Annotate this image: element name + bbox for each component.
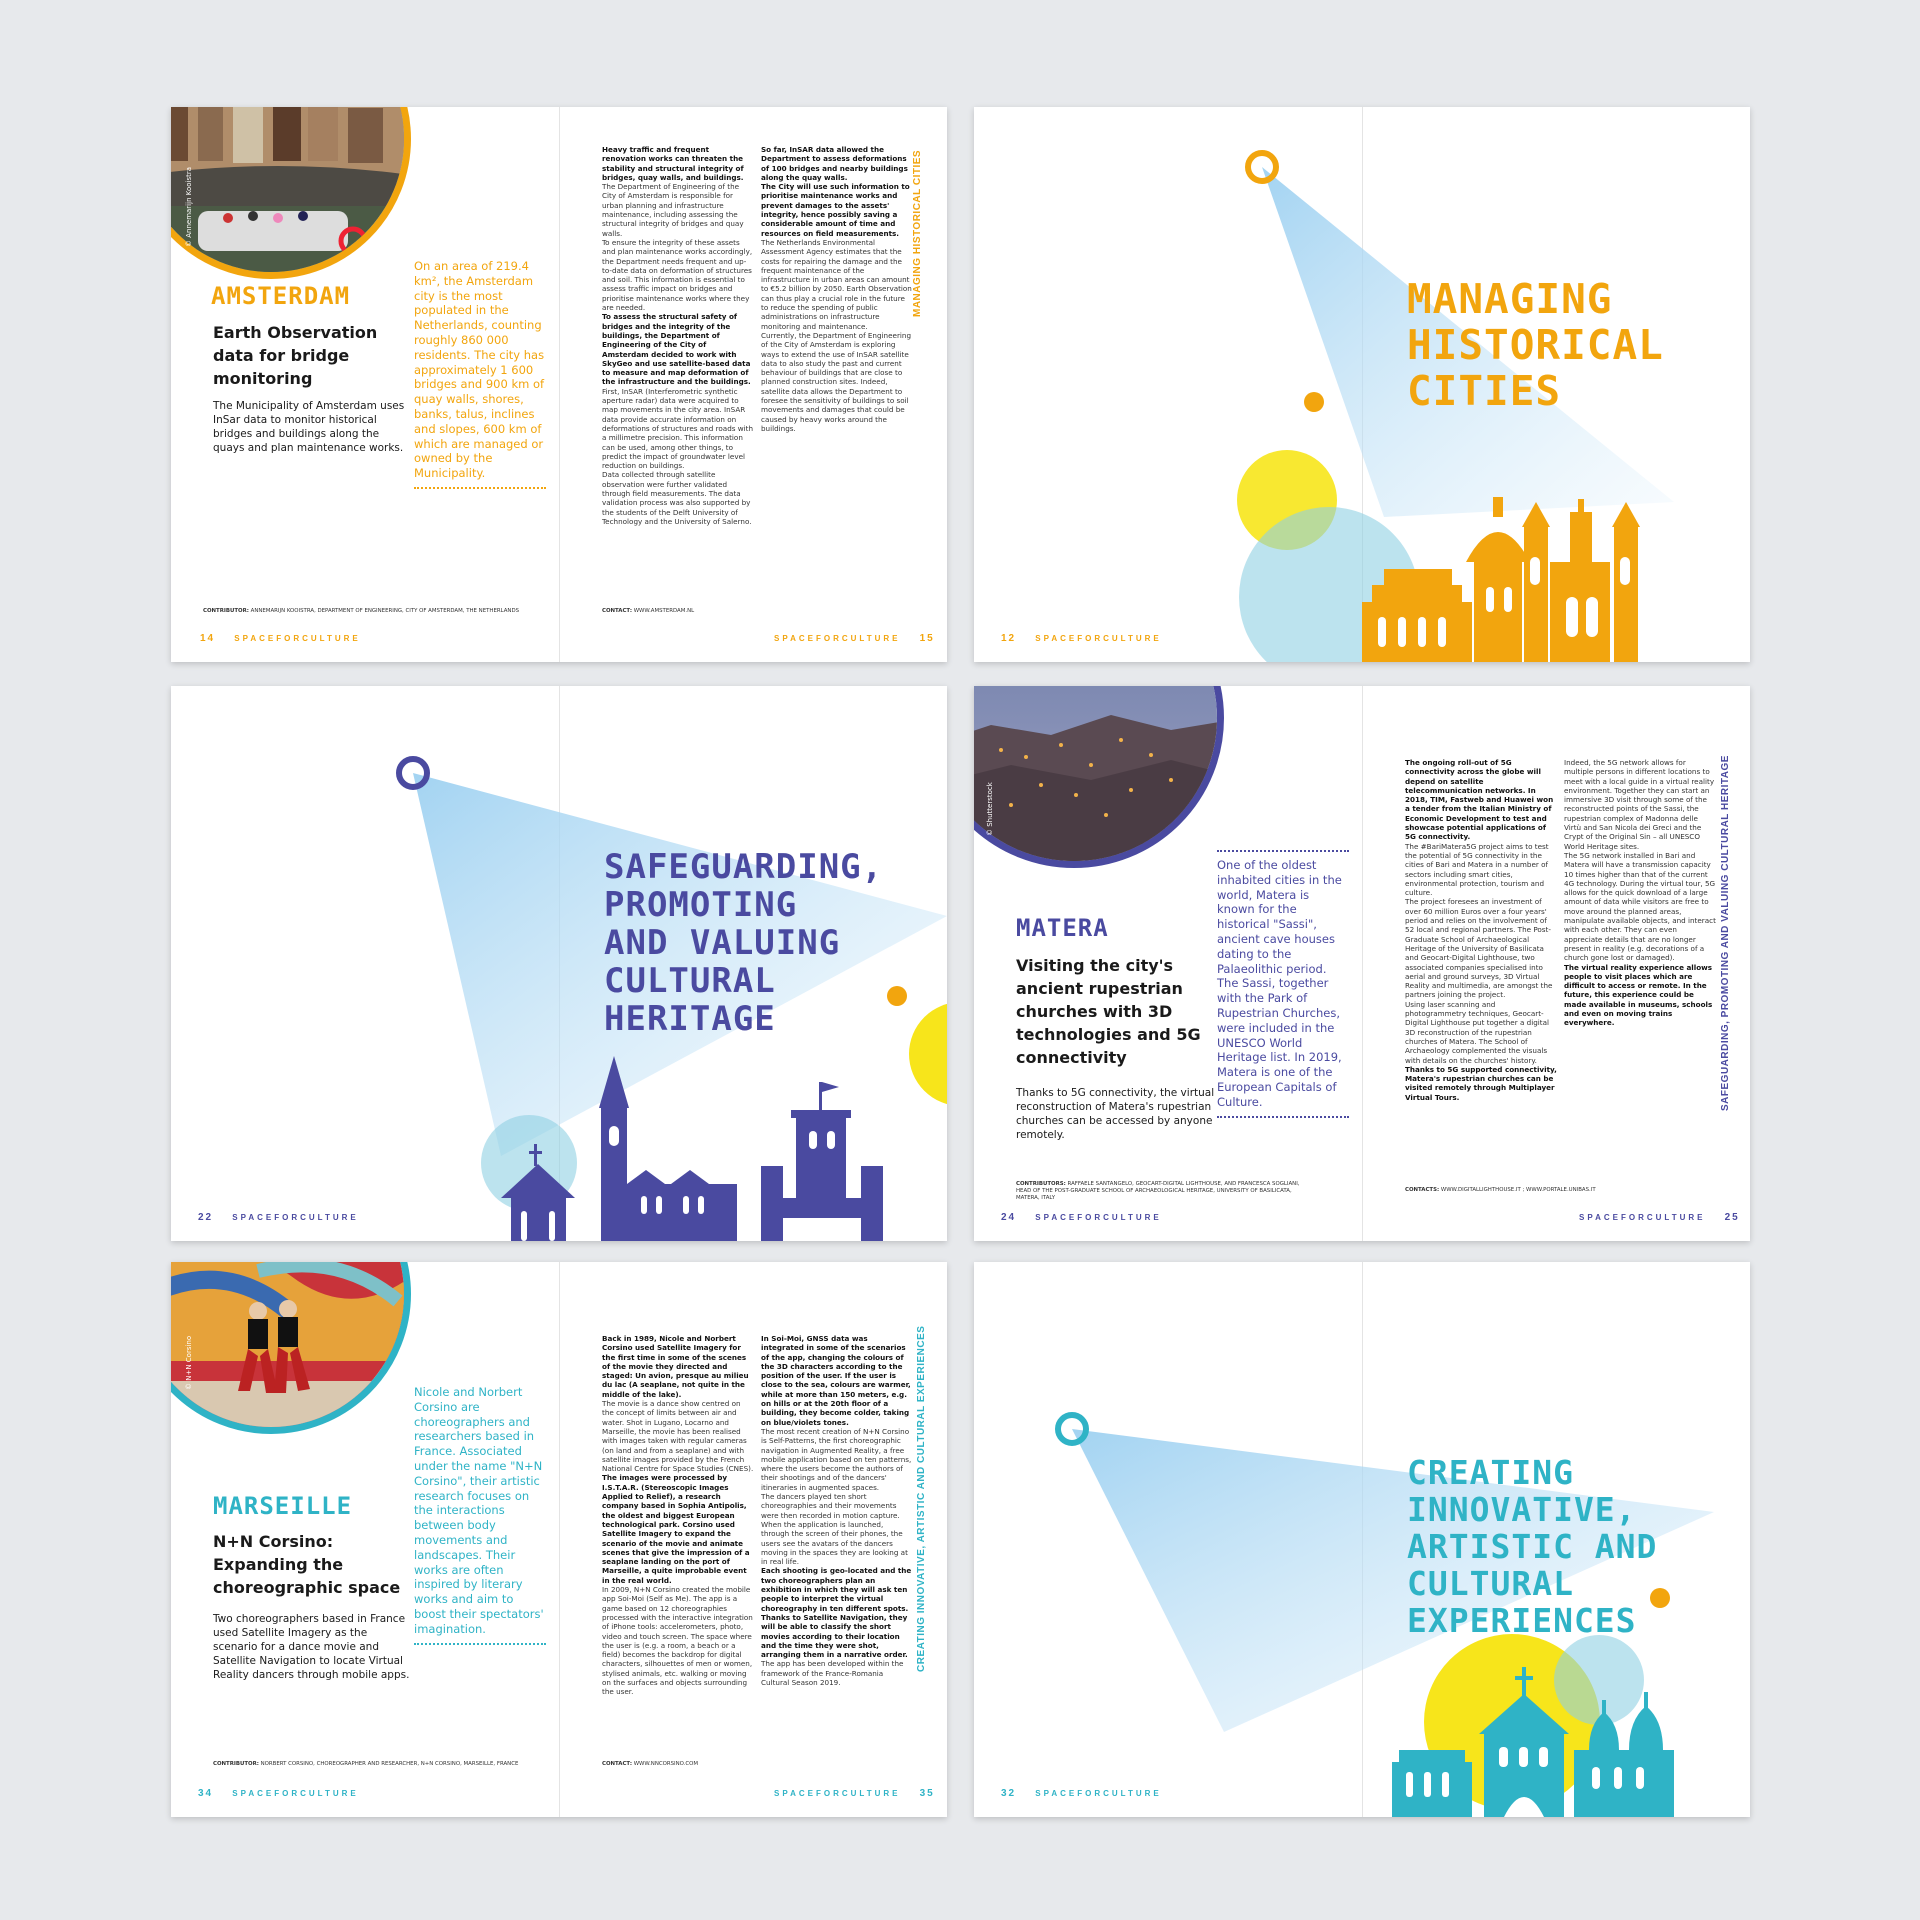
contributor-line: CONTRIBUTORS: RAFFAELE SANTANGELO, GEOCART-DIGITAL LIGHTHOUSE, AND FRANCESCA SOGLIANI, HEAD OF THE POST-GRADUATE SCHOOL OF ARCHAEOLOGICAL HERITAGE, UNIVERSITY OF BASILICATA, MATERA, ITALY <box>1016 1181 1300 1201</box>
article-subtitle: N+N Corsino: Expanding the choreographic space <box>213 1532 401 1597</box>
contact-line: CONTACT: WWW.AMSTERDAM.NL <box>602 608 695 614</box>
page-footer-right <box>774 633 935 644</box>
title-line: SAFEGUARDING, <box>604 847 884 887</box>
marseille-photo <box>171 1262 411 1434</box>
article-subtitle: Earth Observation data for bridge monitoring <box>213 323 378 388</box>
matera-photo <box>974 686 1224 868</box>
section-side-label: CREATING INNOVATIVE, ARTISTIC AND CULTURAL EXPERIENCES <box>916 1325 927 1672</box>
section-title <box>1407 1455 1657 1640</box>
page-number: 32 <box>1001 1788 1017 1799</box>
title-line: PROMOTING <box>604 885 798 926</box>
spread-marseille <box>171 1262 947 1817</box>
brand-footer: SPACEFORCULTURE <box>232 1213 359 1222</box>
amsterdam-photo <box>171 107 411 279</box>
page-number: 22 <box>198 1212 214 1223</box>
page-footer-left <box>1001 1212 1162 1223</box>
page-number: 35 <box>919 1788 935 1799</box>
brand-footer: SPACEFORCULTURE <box>1579 1213 1706 1222</box>
page-number: 12 <box>1001 633 1017 644</box>
brand-footer: SPACEFORCULTURE <box>774 1789 901 1798</box>
spread-amsterdam <box>171 107 947 662</box>
matera-sassi-image <box>974 686 1224 868</box>
page-footer-right <box>1579 1212 1740 1223</box>
yellow-circle <box>909 1002 947 1106</box>
title-line: HISTORICAL <box>1407 320 1664 369</box>
page-footer-left <box>200 633 361 644</box>
title-line: CULTURAL <box>1407 1563 1574 1603</box>
city-title: AMSTERDAM <box>211 282 351 310</box>
section-side-label: MANAGING HISTORICAL CITIES <box>912 149 923 317</box>
contact-line: CONTACT: WWW.NNCORSINO.COM <box>602 1761 699 1767</box>
title-line: CREATING <box>1407 1453 1574 1492</box>
small-orange-dot <box>887 986 907 1006</box>
photo-credit: © Annemarijn Kooistra <box>185 166 193 247</box>
dancers-mural-image <box>171 1262 411 1434</box>
page-footer-right <box>774 1788 935 1799</box>
title-line: HERITAGE <box>604 999 776 1040</box>
section-title <box>604 848 883 1038</box>
brand-footer: SPACEFORCULTURE <box>234 634 361 643</box>
pull-quote-text: One of the oldest inhabited cities in the world, Matera is known for the historical "Sassi", ancient cave houses dating to the Palaeolithic period. The Sassi, together with the Park of Rupestrian Churches, were included in the UNESCO World Heritage list. In 2019, Matera is one of the European Capitals of Culture. <box>1217 858 1342 1109</box>
page-footer-left <box>1001 1788 1162 1799</box>
page-fold <box>559 1262 560 1817</box>
brand-footer: SPACEFORCULTURE <box>774 634 901 643</box>
title-line: MANAGING <box>1407 275 1613 323</box>
title-line: EXPERIENCES <box>1407 1600 1637 1640</box>
photo-credit: © Shutterstock <box>986 782 994 836</box>
page-number: 24 <box>1001 1212 1017 1223</box>
city-title: MATERA <box>1016 914 1109 942</box>
text-column-2: So far, InSAR data allowed the Department to assess deformations of 100 bridges and nearby buildings along the quay walls. The City will use such information to prioritise maintenance works and prevent damages to the assets' integrity, hence possibly saving a considerable amount of time and resources on field measurements. The Netherlands Environmental Assessment Agency estimates that the costs for repairing the damage and the frequent maintenance of the infrastructure in urban areas can amount to €5.2 billion by 2050. Earth Observation can thus play a crucial role in the future to reduce the spending of public administrations on infrastructure monitoring and maintenance. Currently, the Department of Engineering of the City of Amsterdam is exploring ways to extend the use of InSAR satellite data to also study the past and current behaviour of buildings that are close to planned construction sites. Indeed, satellite data allows the Department to foresee the sensitivity of buildings to soil movements and damages that could be caused by heavy works around the buildings. <box>761 145 912 433</box>
spread-creating <box>974 1262 1750 1817</box>
text-column-1: Heavy traffic and frequent renovation works can threaten the stability and structural integrity of bridges, quay walls, and buildings. The Department of Engineering of the City of Amsterdam is responsible for urban planning and infrastructure maintenance, including assessing the structural integrity of bridges and quay walls. To ensure the integrity of these assets and plan maintenance works accordingly, the Department needs frequent and up-to-date data on deformation of structures and soil. This information is essential to assess traffic impact on bridges and prioritise maintenance works where they are needed. To assess the structural safety of bridges and the integrity of the buildings, the Department of Engineering of the City of Amsterdam decided to work with SkyGeo and use satellite-based data to measure and map deformation of the infrastructure and the buildings. First, InSAR (Interferometric synthetic aperture radar) data were acquired to map movements in the city area. InSAR data provide accurate information on deformations of structures and roads with a millimetre precision. This information can be used, among other things, to predict the impact of groundwater level reduction on buildings. Data collected through satellite observation were further validated through field measurements. The data validation process was also supported by the students of the Delft University of Technology and the University of Salerno. <box>602 145 754 526</box>
pull-quote: Nicole and Norbert Corsino are choreographers and researchers based in France. Associated under the name "N+N Corsino", their artistic research focuses on the interactions between body movements and landscapes. Their works are often inspired by literary works and aim to boost their spectators' imagination. <box>414 1385 546 1645</box>
title-line: INNOVATIVE, <box>1407 1489 1637 1529</box>
page-fold <box>559 107 560 662</box>
page-number: 34 <box>198 1788 214 1799</box>
title-line: CULTURAL <box>604 961 776 1002</box>
page-number: 14 <box>200 633 216 644</box>
text-column-1: The ongoing roll-out of 5G connectivity across the globe will depend on satellite telecommunication networks. In 2018, TIM, Fastweb and Huawei won a tender from the Italian Ministry of Economic Development to test and showcase potential applications of 5G connectivity. The #BariMatera5G project aims to test the potential of 5G connectivity in the cities of Bari and Matera in a number of sectors including smart cities, environmental protection, tourism and culture. The project foresees an investment of over 60 million Euros over a four years' period and relies on the involvement of 52 local and regional partners. The Post-Graduate School of Archaeological Heritage of the University of Basilicata and Geocart-Digital Lighthouse, two associated companies specialised into aerial and ground surveys, 3D Virtual Reality and multimedia, are amongst the partners joining the project. Using laser scanning and photogrammetry techniques, Geocart-Digital Lighthouse put together a digital 3D reconstruction of the rupestrian churches of Matera. The School of Archaeology complemented the visuals with details on the churches' history. Thanks to 5G supported connectivity, Matera's rupestrian churches can be visited remotely through Multiplayer Virtual Tours. <box>1405 758 1557 1102</box>
photo-credit: © N+N Corsino <box>185 1335 193 1390</box>
spread-safeguarding <box>171 686 947 1241</box>
page-number: 25 <box>1724 1212 1740 1223</box>
article-subtitle: Visiting the city's ancient rupestrian churches with 3D technologies and 5G connectivity <box>1016 956 1201 1067</box>
article-intro: Thanks to 5G connectivity, the virtual reconstruction of Matera's rupestrian churches can be accessed by anyone remotely. <box>1016 1087 1215 1141</box>
text-column-1: Back in 1989, Nicole and Norbert Corsino used Satellite Imagery for the first time in some of the scenes of the movie they directed and staged: Un avion, presque au milieu du lac (A seaplane, not quite in the middle of the lake). The movie is a dance show centred on the concept of limits between air and water. Shot in Lugano, Locarno and Marseille, the movie has been realised with images taken with regular cameras (on land and from a seaplane) and with satellite images provided by the French National Centre for Space Studies (CNES). The images were processed by I.S.T.A.R. (Stereoscopic Images Applied to Relief), a research company based in Sophia Antipolis, the oldest and biggest European technological park. Corsino used Satellite Imagery to expand the scenario of the movie and animate scenes that give the impression of a seaplane landing on the port of Marseille, a quite improbable event in the real world. In 2009, N+N Corsino created the mobile app Soi-Moi (Self as Me). The app is a game based on 12 choreographies processed with the interactive integration of iPhone tools: accelerometers, photo, video and touch screen. The space where the user is (e.g. a room, a beach or a field) becomes the backdrop for digital characters, silhouettes of men or women, stylised animals, etc. walking or moving on the surfaces and objects surrounding the user. <box>602 1334 754 1697</box>
spread-matera <box>974 686 1750 1241</box>
page-footer-left <box>198 1788 359 1799</box>
title-line: ARTISTIC AND <box>1407 1526 1658 1566</box>
contributor-line: CONTRIBUTOR: NORBERT CORSINO, CHOREOGRAPHER AND RESEARCHER, N+N CORSINO, MARSEILLE, FRANCE <box>213 1761 519 1767</box>
brand-footer: SPACEFORCULTURE <box>1035 1213 1162 1222</box>
page-footer-left <box>198 1212 359 1223</box>
brand-footer: SPACEFORCULTURE <box>1035 634 1162 643</box>
contributor-line: CONTRIBUTOR: ANNEMARIJN KOOISTRA, DEPARTMENT OF ENGINEERING, CITY OF AMSTERDAM, THE NETHERLANDS <box>203 608 520 614</box>
canal-bridge-image <box>171 107 411 279</box>
city-title: MARSEILLE <box>213 1492 353 1520</box>
text-column-2: In Soi-Moi, GNSS data was integrated in some of the scenarios of the app, changing the colours of the 3D characters according to the position of the user. If the user is close to the sea, colours are warmer, while at more than 150 meters, e.g. on hills or at the 20th floor of a building, they become colder, taking on blue/violets tones. The most recent creation of N+N Corsino is Self-Patterns, the first choreographic navigation in Augmented Reality, a free mobile application based on ten patterns, where the users become the authors of their shootings and of the dancers' itineraries in augmented spaces. The dancers played ten short choreographies and their movements were then recorded in motion capture. When the application is launched, through the screen of their phones, the users see the avatars of the dancers moving in the spaces they are looking at in real life. Each shooting is geo-located and the two choreographers plan an exhibition in which they will ask ten people to interpret the virtual choreography in ten different spots. Thanks to Satellite Navigation, they will be able to classify the short movies according to their location and the time they were shot, arranging them in a narrative order. The app has been developed within the framework of the France-Romania Cultural Season 2019. <box>761 1334 912 1687</box>
spread-managing-historical-cities <box>974 107 1750 662</box>
page-fold <box>1362 686 1363 1241</box>
brand-footer: SPACEFORCULTURE <box>1035 1789 1162 1798</box>
pull-quote <box>1217 850 1349 1118</box>
title-line: AND VALUING <box>604 923 841 964</box>
article-intro: Two choreographers based in France used Satellite Imagery as the scenario for a dance movie and Satellite Navigation to locate Virtual Reality dancers through mobile apps. <box>213 1613 410 1681</box>
page-footer-left <box>1001 633 1162 644</box>
blue-circle <box>1554 1635 1644 1725</box>
pull-quote: On an area of 219.4 km², the Amsterdam city is the most populated in the Netherlands, counting roughly 860 000 residents. The city has approximately 1 600 bridges and 900 km of quay walls, shores, banks, talus, inclines and slopes, 600 km of which are managed or owned by the Municipality. <box>414 259 546 489</box>
contact-line: CONTACTS: WWW.DIGITALLIGHTHOUSE.IT ; WWW.PORTALE.UNIBAS.IT <box>1405 1187 1596 1193</box>
page-number: 15 <box>919 633 935 644</box>
article-intro: The Municipality of Amsterdam uses InSar data to monitor historical bridges and buildings along the quays and plan maintenance works. <box>213 400 405 454</box>
title-line: CITIES <box>1407 366 1562 415</box>
text-column-2: Indeed, the 5G network allows for multiple persons in different locations to meet with a local guide in a virtual reality environment. Together they can start an immersive 3D visit through some of the reconstructed points of the Sassi, the rupestrian complex of Madonna delle Virtù and San Nicola dei Greci and the Crypt of the Original Sin – all UNESCO World Heritage sites. The 5G network installed in Bari and Matera will have a transmission capacity 10 times higher than that of the current 4G technology. During the virtual tour, 5G allows for the quick download of a large amount of data while visitors are free to move around the planned areas, manipulate available objects, and interact with each other. They can even appreciate details that are no longer present in reality (e.g. decorations of a church gone lost or damaged). The virtual reality experience allows people to visit places which are difficult to access or remote. In the future, this experience could be made available in museums, schools and even on moving trains everywhere. <box>1564 758 1716 1028</box>
section-side-label: SAFEGUARDING, PROMOTING AND VALUING CULTURAL HERITAGE <box>1720 755 1731 1111</box>
small-orange-dot <box>1304 392 1324 412</box>
section-title <box>1407 277 1664 415</box>
brand-footer: SPACEFORCULTURE <box>232 1789 359 1798</box>
